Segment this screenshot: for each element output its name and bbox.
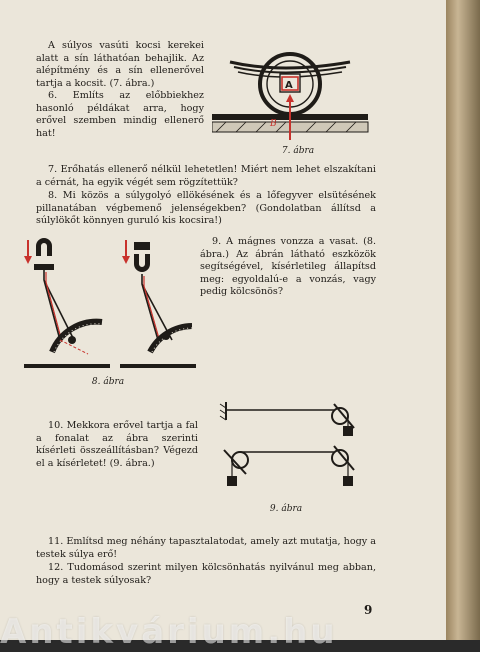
caption-figure-9: 9. ábra (269, 504, 303, 514)
figure-9-pulley-experiment (210, 396, 380, 506)
paragraph-11: 11. Említsd meg néhány tapasztalatodat, amely azt mutatja, hogy a testek súlya erő! (36, 536, 376, 560)
caption-figure-8: 8. ábra (91, 377, 125, 387)
paragraph-9: 9. A mágnes vonzza a vasat. (8. ábra.) Az ábrán látható eszközök segítségével, kísérletileg állapítsd meg: egyoldalú-e a vonzás, vagy pedig kölcsönös? (200, 236, 376, 298)
paragraph-intro: A súlyos vasúti kocsi kerekei alatt a sín láthatóan behajlik. Az alépítmény és a sín ellenerővel tartja a kocsit. (7. ábra.) (36, 40, 204, 89)
figure-7-wagon-wheel (212, 40, 372, 140)
paragraph-10: 10. Mekkora erővel tartja a fal a fonalat az ábra szerinti kísérleti összeállításban? Végezd el a kísérletet! (9. ábra.) (36, 420, 198, 469)
figure-7-label-b: B (270, 119, 277, 129)
figure-7-label-a: A (285, 80, 293, 91)
paragraph-12: 12. Tudomásod szerint milyen kölcsönhatás nyilvánul meg abban, hogy a testek súlyosak? (36, 562, 376, 586)
book-spine-edge (446, 0, 480, 640)
watermark: Antikvárium.hu (0, 612, 338, 652)
page-number: 9 (364, 603, 373, 617)
paragraph-6: 6. Említs az előbbiekhez hasonló példákat arra, hogy erővel szemben mindig ellenerő hat! (36, 90, 204, 139)
paragraph-7: 7. Erőhatás ellenerő nélkül lehetetlen! Miért nem lehet elszakítani a cérnát, ha egyik végét sem rögzítettük? (36, 164, 376, 188)
paragraph-8: 8. Mi közös a súlygolyó ellökésének és a lőfegyver elsütésének pillanatában végbemenő jelenségekben? (Gondolatban állítsd a súlylökőt könnyen guruló kis kocsira!) (36, 190, 376, 227)
figure-8-magnet-experiment (16, 236, 196, 376)
caption-figure-7: 7. ábra (281, 146, 315, 156)
